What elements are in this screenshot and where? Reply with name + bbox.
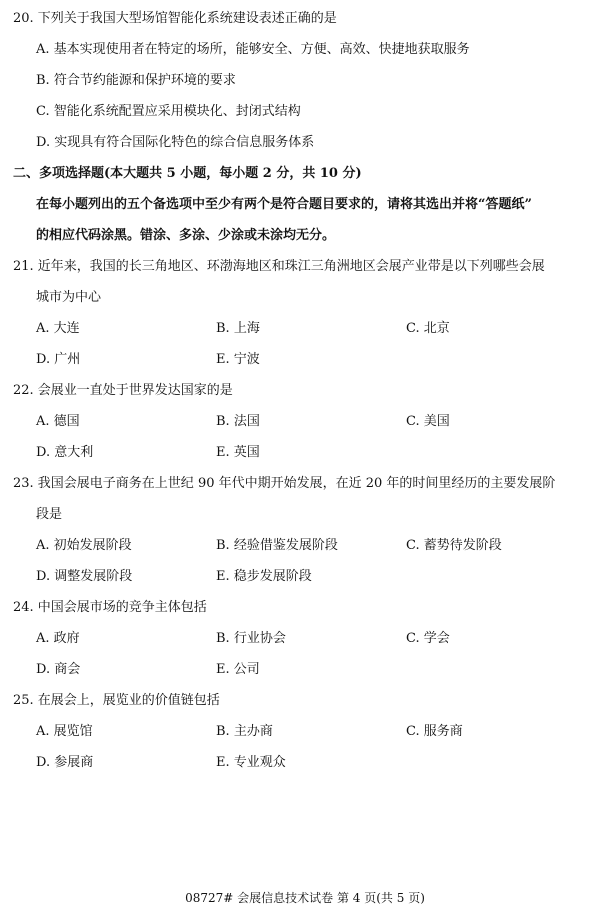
q24-option-e: E. 公司 — [216, 662, 260, 677]
q21-option-d: D. 广州 — [36, 352, 81, 367]
q25-option-e: E. 专业观众 — [216, 755, 286, 770]
q23-option-b: B. 经验借鉴发展阶段 — [216, 538, 338, 553]
q23-option-c: C. 蓄势待发阶段 — [406, 538, 502, 553]
q22-option-a: A. 德国 — [36, 414, 80, 429]
q22-option-d: D. 意大利 — [36, 445, 94, 460]
q22-option-b: B. 法国 — [216, 414, 260, 429]
page-footer: 08727# 会展信息技术试卷 第 4 页(共 5 页) — [185, 891, 425, 905]
q24-option-a: A. 政府 — [36, 631, 80, 646]
q20-option-b: B. 符合节约能源和保护环境的要求 — [36, 73, 236, 88]
q25-option-c: C. 服务商 — [406, 724, 463, 739]
q24-option-d: D. 商会 — [36, 662, 81, 677]
q21-option-e: E. 宁波 — [216, 352, 260, 367]
q21-stem-line1: 21. 近年来，我国的长三角地区、环渤海地区和珠江三角洲地区会展产业带是以下列哪些会展 — [13, 259, 545, 274]
q22-option-c: C. 美国 — [406, 414, 450, 429]
q25-option-b: B. 主办商 — [216, 724, 273, 739]
q20-option-d: D. 实现具有符合国际化特色的综合信息服务体系 — [36, 135, 315, 150]
q24-option-c: C. 学会 — [406, 631, 450, 646]
q22-stem: 22. 会展业一直处于世界发达国家的是 — [13, 383, 233, 398]
section2-instruction-1: 在每小题列出的五个备选项中至少有两个是符合题目要求的，请将其选出并将“答题纸” — [36, 197, 532, 212]
q21-option-c: C. 北京 — [406, 321, 450, 336]
q25-option-d: D. 参展商 — [36, 755, 94, 770]
q21-option-b: B. 上海 — [216, 321, 260, 336]
q23-stem-line1: 23. 我国会展电子商务在上世纪 90 年代中期开始发展，在近 20 年的时间里经历的主要发展阶 — [13, 476, 556, 491]
q22-option-e: E. 英国 — [216, 445, 260, 460]
q25-option-a: A. 展览馆 — [36, 724, 93, 739]
q21-option-a: A. 大连 — [36, 321, 80, 336]
q20-option-c: C. 智能化系统配置应采用模块化、封闭式结构 — [36, 104, 301, 119]
section2-heading: 二、多项选择题(本大题共 5 小题，每小题 2 分，共 10 分) — [13, 166, 362, 181]
q23-option-e: E. 稳步发展阶段 — [216, 569, 312, 584]
q21-stem-line2: 城市为中心 — [36, 290, 102, 305]
q25-stem: 25. 在展会上，展览业的价值链包括 — [13, 693, 220, 708]
q20-option-a: A. 基本实现使用者在特定的场所，能够安全、方便、高效、快捷地获取服务 — [36, 42, 470, 57]
q23-option-d: D. 调整发展阶段 — [36, 569, 133, 584]
q24-stem: 24. 中国会展市场的竞争主体包括 — [13, 600, 207, 615]
q23-stem-line2: 段是 — [36, 507, 63, 522]
q24-option-b: B. 行业协会 — [216, 631, 286, 646]
section2-instruction-2: 的相应代码涂黑。错涂、多涂、少涂或未涂均无分。 — [36, 228, 336, 243]
q20-stem: 20. 下列关于我国大型场馆智能化系统建设表述正确的是 — [13, 11, 337, 26]
q23-option-a: A. 初始发展阶段 — [36, 538, 132, 553]
